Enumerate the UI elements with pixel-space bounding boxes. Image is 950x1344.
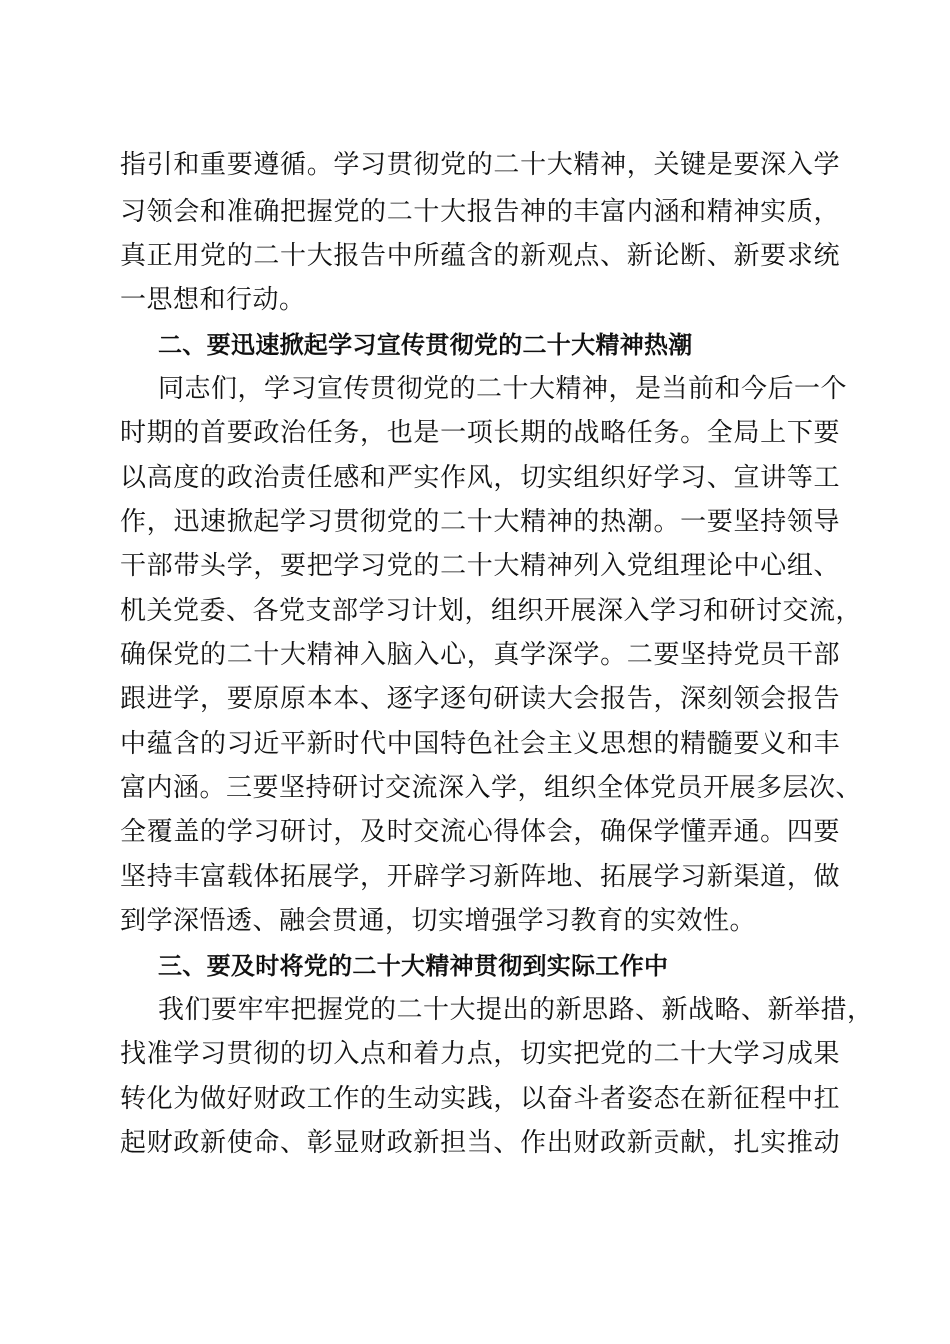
paragraph-line: 一思想和行动。 bbox=[120, 285, 306, 315]
paragraph-line: 时期的首要政治任务，也是一项长期的战略任务。全局上下要 bbox=[120, 418, 840, 448]
paragraph-line: 习领会和准确把握党的二十大报告神的丰富内涵和精神实质， bbox=[120, 197, 840, 227]
paragraph-line: 指引和重要遵循。学习贯彻党的二十大精神，关键是要深入学 bbox=[120, 150, 840, 180]
paragraph-line: 全覆盖的学习研讨，及时交流心得体会，确保学懂弄通。四要 bbox=[120, 817, 840, 847]
section-heading: 三、要及时将党的二十大精神贯彻到实际工作中 bbox=[158, 952, 669, 980]
paragraph-line: 中蕴含的习近平新时代中国特色社会主义思想的精髓要义和丰 bbox=[120, 729, 840, 759]
paragraph-line: 同志们，学习宣传贯彻党的二十大精神，是当前和今后一个 bbox=[158, 374, 848, 404]
paragraph-line: 以高度的政治责任感和严实作风，切实组织好学习、宣讲等工 bbox=[120, 463, 840, 493]
paragraph-line: 干部带头学，要把学习党的二十大精神列入党组理论中心组、 bbox=[120, 551, 840, 581]
paragraph-line: 转化为做好财政工作的生动实践，以奋斗者姿态在新征程中扛 bbox=[120, 1084, 840, 1114]
section-heading: 二、要迅速掀起学习宣传贯彻党的二十大精神热潮 bbox=[158, 331, 693, 359]
paragraph-line: 我们要牢牢把握党的二十大提出的新思路、新战略、新举措， bbox=[158, 995, 874, 1025]
paragraph-line: 确保党的二十大精神入脑入心，真学深学。二要坚持党员干部 bbox=[120, 640, 840, 670]
paragraph-line: 真正用党的二十大报告中所蕴含的新观点、新论断、新要求统 bbox=[120, 241, 840, 271]
paragraph-line: 富内涵。三要坚持研讨交流深入学，组织全体党员开展多层次、 bbox=[120, 773, 863, 803]
paragraph-line: 到学深悟透、融会贯通，切实增强学习教育的实效性。 bbox=[120, 906, 757, 936]
paragraph-line: 跟进学，要原原本本、逐字逐句研读大会报告，深刻领会报告 bbox=[120, 684, 840, 714]
paragraph-line: 找准学习贯彻的切入点和着力点，切实把党的二十大学习成果 bbox=[120, 1039, 840, 1069]
paragraph-line: 坚持丰富载体拓展学，开辟学习新阵地、拓展学习新渠道，做 bbox=[120, 862, 840, 892]
paragraph-line: 机关党委、各党支部学习计划，组织开展深入学习和研讨交流， bbox=[120, 596, 863, 626]
paragraph-line: 起财政新使命、彰显财政新担当、作出财政新贡献，扎实推动 bbox=[120, 1128, 840, 1158]
paragraph-line: 作，迅速掀起学习贯彻党的二十大精神的热潮。一要坚持领导 bbox=[120, 507, 840, 537]
